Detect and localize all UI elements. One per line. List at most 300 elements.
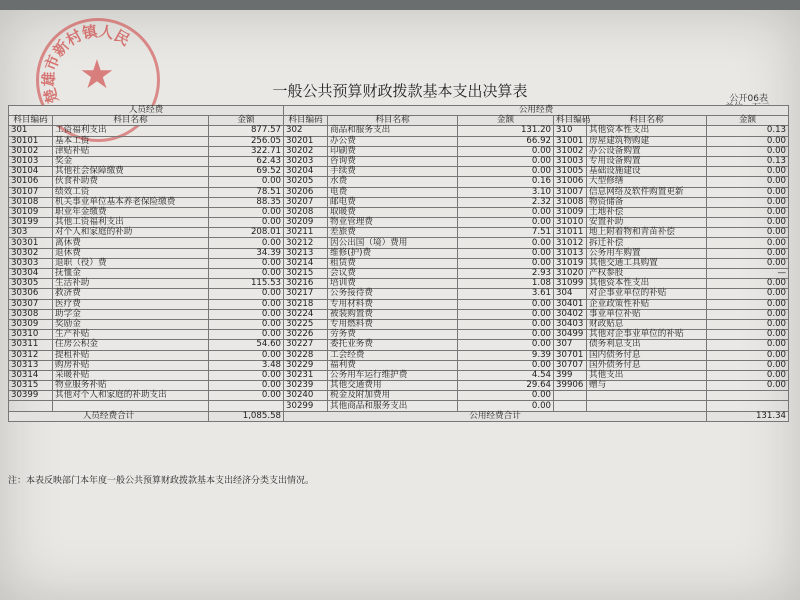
cell-amount: 0.00 (707, 360, 789, 370)
cell-code: 30208 (284, 207, 328, 217)
seal-text: 楚雄市新村镇人民 (39, 22, 134, 106)
cell-code: 30203 (284, 156, 328, 166)
cell-code: 30299 (284, 401, 328, 411)
cell-name: 差旅费 (328, 228, 458, 238)
cell-amount: 0.00 (458, 218, 554, 228)
cell-code: 30214 (284, 258, 328, 268)
cell-amount: 0.00 (707, 207, 789, 217)
personnel-total-label: 人员经费合计 (9, 411, 209, 421)
cell-name: 取暖费 (328, 207, 458, 217)
cell-amount: 0.00 (458, 248, 554, 258)
cell-amount: 88.35 (209, 197, 284, 207)
cell-amount: 0.00 (209, 330, 284, 340)
header-code: 科目编码 (284, 116, 328, 126)
table-row (9, 187, 789, 197)
table-row (9, 391, 789, 401)
cell-code: 30217 (284, 289, 328, 299)
table-body (9, 126, 789, 411)
table-row (9, 279, 789, 289)
public-total-value: 131.34 (707, 411, 789, 421)
cell-name: 企业政策性补贴 (587, 299, 707, 309)
cell-code: 30211 (284, 228, 328, 238)
cell-amount: 131.20 (458, 126, 554, 136)
cell-amount: 0.00 (209, 319, 284, 329)
cell-amount: 0.00 (458, 319, 554, 329)
cell-amount: 3.10 (458, 187, 554, 197)
cell-amount: 0.00 (707, 238, 789, 248)
cell-amount: 0.00 (458, 330, 554, 340)
cell-code: 31005 (554, 167, 587, 177)
cell-amount: 0.00 (209, 350, 284, 360)
cell-name: 印刷费 (328, 146, 458, 156)
cell-name: 基础设施建设 (587, 167, 707, 177)
totals-row (9, 411, 789, 421)
personnel-total-value: 1,085.58 (209, 411, 284, 421)
cell-amount: 1.08 (458, 279, 554, 289)
cell-code: 31013 (554, 248, 587, 258)
table-row (9, 126, 789, 136)
table-row (9, 299, 789, 309)
cell-code: 30310 (9, 330, 53, 340)
cell-code: 30403 (554, 319, 587, 329)
cell-name: 邮电费 (328, 197, 458, 207)
cell-amount: 0.00 (707, 146, 789, 156)
cell-code: 31007 (554, 187, 587, 197)
cell-name: 退休费 (53, 248, 209, 258)
cell-code: 39906 (554, 381, 587, 391)
cell-name: 大型修缮 (587, 177, 707, 187)
cell-name: 住房公积金 (53, 340, 209, 350)
form-number: 公开06表 (729, 94, 768, 104)
cell-amount: 0.13 (707, 126, 789, 136)
cell-name: 其他社会保障缴费 (53, 167, 209, 177)
cell-amount: 322.71 (209, 146, 284, 156)
cell-name: 专用材料费 (328, 299, 458, 309)
cell-name: 公务用车购置 (587, 248, 707, 258)
cell-name: 税金及附加费用 (328, 391, 458, 401)
cell-amount: 0.00 (707, 218, 789, 228)
cell-name: 被装购置费 (328, 309, 458, 319)
cell-name: 奖励金 (53, 319, 209, 329)
cell-name: 救济费 (53, 289, 209, 299)
cell-amount: 0.00 (209, 207, 284, 217)
cell-amount: 0.16 (458, 177, 554, 187)
cell-code: 31006 (554, 177, 587, 187)
cell-code: 30218 (284, 299, 328, 309)
cell-name: 房屋建筑物购建 (587, 136, 707, 146)
cell-amount: 3.48 (209, 360, 284, 370)
table-row (9, 207, 789, 217)
cell-code: 31012 (554, 238, 587, 248)
cell-amount: — (707, 269, 789, 279)
cell-name: 物业管理费 (328, 218, 458, 228)
cell-code: 30107 (9, 187, 53, 197)
cell-code: 30207 (284, 197, 328, 207)
cell-code: 30213 (284, 248, 328, 258)
cell-name: 会议费 (328, 269, 458, 279)
cell-name (587, 401, 707, 411)
cell-code (9, 401, 53, 411)
cell-code: 30701 (554, 350, 587, 360)
table-row (9, 269, 789, 279)
cell-code: 30206 (284, 187, 328, 197)
cell-code: 399 (554, 370, 587, 380)
cell-amount: 0.00 (707, 177, 789, 187)
cell-code (554, 391, 587, 401)
cell-name: 专用设备购置 (587, 156, 707, 166)
cell-amount: 29.64 (458, 381, 554, 391)
cell-name: 其他对个人和家庭的补助支出 (53, 391, 209, 401)
cell-code: 30106 (9, 177, 53, 187)
cell-code: 30307 (9, 299, 53, 309)
table-row (9, 136, 789, 146)
cell-amount: 0.00 (707, 299, 789, 309)
cell-name: 抚恤金 (53, 269, 209, 279)
cell-code: 31003 (554, 156, 587, 166)
cell-name: 伙食补助费 (53, 177, 209, 187)
cell-amount: 0.00 (707, 381, 789, 391)
cell-name: 劳务费 (328, 330, 458, 340)
cell-code: 30304 (9, 269, 53, 279)
cell-amount: 0.00 (209, 381, 284, 391)
cell-name: 维修(护)费 (328, 248, 458, 258)
cell-name: 采暖补贴 (53, 370, 209, 380)
cell-name: 其他资本性支出 (587, 279, 707, 289)
cell-name: 其他对企事业单位的补贴 (587, 330, 707, 340)
cell-name: 助学金 (53, 309, 209, 319)
cell-name: 其他工资福利支出 (53, 218, 209, 228)
cell-name: 对个人和家庭的补助 (53, 228, 209, 238)
cell-amount: 0.00 (707, 279, 789, 289)
cell-amount: 34.39 (209, 248, 284, 258)
cell-code (554, 401, 587, 411)
cell-name: 物业服务补贴 (53, 381, 209, 391)
cell-amount: 66.92 (458, 136, 554, 146)
cell-code: 30314 (9, 370, 53, 380)
cell-code: 30225 (284, 319, 328, 329)
cell-amount: 54.60 (209, 340, 284, 350)
cell-amount: 877.57 (209, 126, 284, 136)
cell-amount: 0.00 (458, 401, 554, 411)
cell-code: 30103 (9, 156, 53, 166)
cell-code: 30228 (284, 350, 328, 360)
cell-name: 工会经费 (328, 350, 458, 360)
cell-name: 办公设备购置 (587, 146, 707, 156)
cell-name: 水费 (328, 177, 458, 187)
table-row (9, 238, 789, 248)
cell-amount: 0.00 (707, 370, 789, 380)
cell-code: 30311 (9, 340, 53, 350)
table-row (9, 289, 789, 299)
cell-amount: 0.00 (458, 299, 554, 309)
cell-code: 30305 (9, 279, 53, 289)
cell-code: 307 (554, 340, 587, 350)
cell-code: 30315 (9, 381, 53, 391)
cell-amount: 0.00 (458, 360, 554, 370)
cell-name: 专用燃料费 (328, 319, 458, 329)
cell-name: 产权参股 (587, 269, 707, 279)
cell-amount: 0.00 (209, 391, 284, 401)
cell-name: 福利费 (328, 360, 458, 370)
cell-name: 工资福利支出 (53, 126, 209, 136)
cell-name: 拆迁补偿 (587, 238, 707, 248)
cell-name: 土地补偿 (587, 207, 707, 217)
cell-amount: 0.00 (209, 309, 284, 319)
cell-code: 31010 (554, 218, 587, 228)
header-name: 科目名称 (53, 116, 209, 126)
cell-amount: 0.00 (707, 258, 789, 268)
cell-amount (707, 391, 789, 401)
cell-amount: 0.00 (707, 289, 789, 299)
cell-code: 30108 (9, 197, 53, 207)
cell-amount: 0.00 (209, 258, 284, 268)
cell-name: 购房补贴 (53, 360, 209, 370)
table-row (9, 248, 789, 258)
cell-amount: 256.05 (209, 136, 284, 146)
cell-amount: 4.54 (458, 370, 554, 380)
cell-code: 31009 (554, 207, 587, 217)
cell-name: 医疗费 (53, 299, 209, 309)
cell-amount: 0.00 (209, 238, 284, 248)
cell-code: 30109 (9, 207, 53, 217)
cell-amount: 78.51 (209, 187, 284, 197)
cell-code: 30402 (554, 309, 587, 319)
header-code: 科目编码 (554, 116, 587, 126)
header-amount: 金额 (209, 116, 284, 126)
cell-name: 事业单位补贴 (587, 309, 707, 319)
cell-code: 30231 (284, 370, 328, 380)
cell-code: 30401 (554, 299, 587, 309)
cell-amount: 0.00 (458, 391, 554, 401)
cell-amount: 0.00 (458, 156, 554, 166)
cell-name: 商品和服务支出 (328, 126, 458, 136)
cell-name: 公务接待费 (328, 289, 458, 299)
table-row (9, 167, 789, 177)
cell-amount: 0.00 (458, 340, 554, 350)
cell-amount: 0.00 (209, 370, 284, 380)
cell-code: 30312 (9, 350, 53, 360)
cell-name: 信息网络及软件购置更新 (587, 187, 707, 197)
cell-code: 303 (9, 228, 53, 238)
cell-amount: 115.53 (209, 279, 284, 289)
cell-amount: 0.00 (707, 319, 789, 329)
cell-amount: 3.61 (458, 289, 554, 299)
cell-code: 30202 (284, 146, 328, 156)
cell-amount: 0.00 (707, 309, 789, 319)
cell-code: 30229 (284, 360, 328, 370)
cell-name: 债务利息支出 (587, 340, 707, 350)
table-row (9, 350, 789, 360)
cell-name: 奖金 (53, 156, 209, 166)
cell-amount: 0.00 (707, 248, 789, 258)
cell-amount (209, 401, 284, 411)
cell-name: 提租补贴 (53, 350, 209, 360)
cell-amount: 0.00 (707, 187, 789, 197)
cell-name: 办公费 (328, 136, 458, 146)
cell-code: 30199 (9, 218, 53, 228)
table-row (9, 340, 789, 350)
table-row (9, 146, 789, 156)
cell-amount: 0.00 (209, 177, 284, 187)
header-public: 公用经费 (284, 106, 789, 116)
cell-code: 31002 (554, 146, 587, 156)
cell-code: 30308 (9, 309, 53, 319)
table-row (9, 228, 789, 238)
cell-amount: 208.01 (209, 228, 284, 238)
cell-code: 304 (554, 289, 587, 299)
cell-name: 职业年金缴费 (53, 207, 209, 217)
table-row (9, 360, 789, 370)
table-row (9, 330, 789, 340)
table-row (9, 156, 789, 166)
cell-name: 财政贴息 (587, 319, 707, 329)
cell-amount: 0.00 (209, 269, 284, 279)
cell-name: 对企事业单位的补贴 (587, 289, 707, 299)
cell-code: 30303 (9, 258, 53, 268)
cell-code: 30399 (9, 391, 53, 401)
cell-amount: 7.51 (458, 228, 554, 238)
cell-amount (707, 401, 789, 411)
cell-name: 国内债务付息 (587, 350, 707, 360)
header-amount: 金额 (458, 116, 554, 126)
header-code: 科目编码 (9, 116, 53, 126)
cell-name: 其他交通费用 (328, 381, 458, 391)
cell-code: 30212 (284, 238, 328, 248)
cell-code: 30309 (9, 319, 53, 329)
cell-name: 其他交通工具购置 (587, 258, 707, 268)
cell-code: 30226 (284, 330, 328, 340)
cell-name: 退职（役）费 (53, 258, 209, 268)
cell-name: 培训费 (328, 279, 458, 289)
cell-code: 31099 (554, 279, 587, 289)
cell-name: 其他商品和服务支出 (328, 401, 458, 411)
cell-name: 机关事业单位基本养老保险缴费 (53, 197, 209, 207)
cell-amount: 69.52 (209, 167, 284, 177)
cell-code: 30101 (9, 136, 53, 146)
cell-amount: 0.00 (209, 218, 284, 228)
header-name: 科目名称 (328, 116, 458, 126)
cell-code: 30209 (284, 218, 328, 228)
cell-name: 物资储备 (587, 197, 707, 207)
cell-name: 电费 (328, 187, 458, 197)
cell-name: 生产补贴 (53, 330, 209, 340)
cell-amount: 0.00 (707, 340, 789, 350)
cell-name: 因公出国（境）费用 (328, 238, 458, 248)
header-personnel: 人员经费 (9, 106, 284, 116)
seal-star-icon: ★ (79, 52, 115, 98)
cell-amount: 0.00 (458, 309, 554, 319)
table-row (9, 401, 789, 411)
cell-name: 离休费 (53, 238, 209, 248)
cell-name: 租赁费 (328, 258, 458, 268)
cell-code: 30102 (9, 146, 53, 156)
cell-amount: 0.00 (707, 330, 789, 340)
cell-amount: 62.43 (209, 156, 284, 166)
cell-amount: 0.00 (458, 258, 554, 268)
expenditure-table (8, 105, 789, 422)
cell-amount: 0.00 (458, 146, 554, 156)
table-row (9, 258, 789, 268)
cell-name: 赠与 (587, 381, 707, 391)
cell-code: 30215 (284, 269, 328, 279)
cell-amount: 0.00 (458, 207, 554, 217)
cell-name: 津贴补贴 (53, 146, 209, 156)
cell-code: 30205 (284, 177, 328, 187)
cell-code: 30224 (284, 309, 328, 319)
cell-amount: 0.00 (209, 299, 284, 309)
cell-code: 31001 (554, 136, 587, 146)
cell-amount: 0.00 (707, 350, 789, 360)
cell-amount: 2.32 (458, 197, 554, 207)
cell-amount: 0.00 (707, 228, 789, 238)
cell-code: 31019 (554, 258, 587, 268)
cell-amount: 2.93 (458, 269, 554, 279)
cell-code: 30302 (9, 248, 53, 258)
cell-code: 30204 (284, 167, 328, 177)
cell-code: 30227 (284, 340, 328, 350)
cell-amount: 0.00 (458, 167, 554, 177)
cell-code: 30240 (284, 391, 328, 401)
table-row (9, 370, 789, 380)
header-name: 科目名称 (587, 116, 707, 126)
cell-name: 咨询费 (328, 156, 458, 166)
table-row (9, 177, 789, 187)
cell-name: 公务用车运行维护费 (328, 370, 458, 380)
cell-code: 301 (9, 126, 53, 136)
cell-amount: 0.13 (707, 156, 789, 166)
header-amount: 金额 (707, 116, 789, 126)
cell-name: 其他支出 (587, 370, 707, 380)
cell-name: 基本工资 (53, 136, 209, 146)
cell-name: 委托业务费 (328, 340, 458, 350)
cell-code: 30301 (9, 238, 53, 248)
cell-code: 310 (554, 126, 587, 136)
cell-name: 生活补助 (53, 279, 209, 289)
cell-code: 30216 (284, 279, 328, 289)
page-title: 一般公共预算财政拨款基本支出决算表 (272, 82, 528, 100)
cell-name (587, 391, 707, 401)
cell-code: 30707 (554, 360, 587, 370)
cell-name: 国外债务付息 (587, 360, 707, 370)
cell-name: 其他资本性支出 (587, 126, 707, 136)
cell-name: 地上附着物和青苗补偿 (587, 228, 707, 238)
cell-amount: 9.39 (458, 350, 554, 360)
cell-code: 302 (284, 126, 328, 136)
cell-code: 30201 (284, 136, 328, 146)
cell-code: 30306 (9, 289, 53, 299)
cell-code: 31020 (554, 269, 587, 279)
cell-name (53, 401, 209, 411)
cell-name: 安置补助 (587, 218, 707, 228)
cell-code: 31008 (554, 197, 587, 207)
table-row (9, 309, 789, 319)
cell-code: 30104 (9, 167, 53, 177)
cell-code: 30499 (554, 330, 587, 340)
cell-code: 30313 (9, 360, 53, 370)
cell-amount: 0.00 (458, 238, 554, 248)
public-total-label: 公用经费合计 (284, 411, 707, 421)
cell-code: 30239 (284, 381, 328, 391)
cell-amount: 0.00 (707, 167, 789, 177)
cell-name: 绩效工资 (53, 187, 209, 197)
cell-code: 31011 (554, 228, 587, 238)
cell-amount: 0.00 (209, 289, 284, 299)
cell-amount: 0.00 (707, 197, 789, 207)
cell-name: 手续费 (328, 167, 458, 177)
footnote: 注：本表反映部门本年度一般公共预算财政拨款基本支出经济分类支出情况。 (8, 476, 315, 486)
cell-amount: 0.00 (707, 136, 789, 146)
table-row (9, 197, 789, 207)
